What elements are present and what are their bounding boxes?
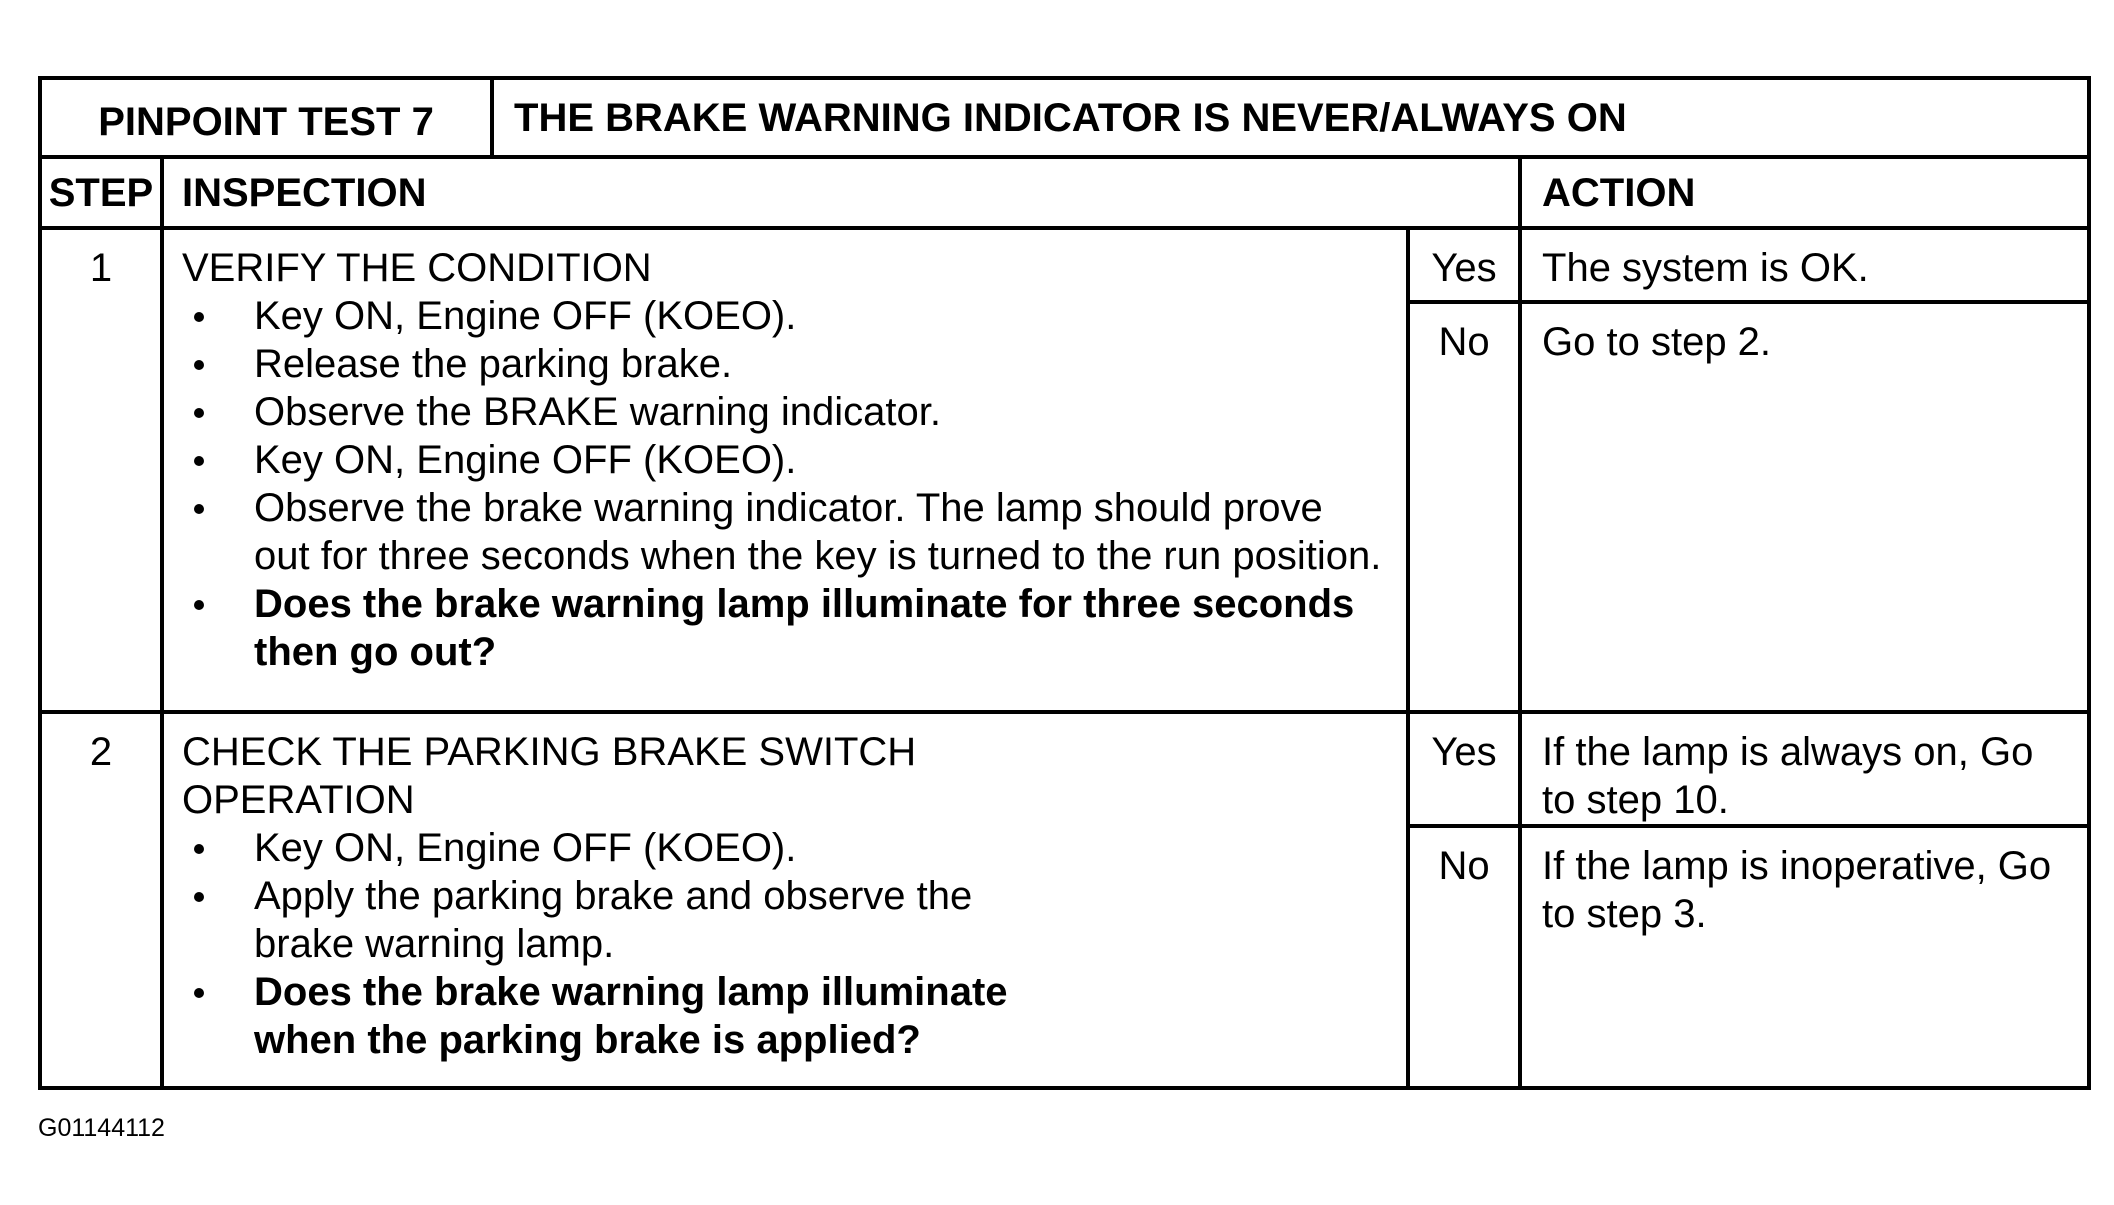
step-2-yes-row xyxy=(40,712,2089,826)
test-number-label: PINPOINT TEST 7 xyxy=(40,78,492,157)
step-1-yes-row xyxy=(40,228,2089,302)
figure-id: G01144112 xyxy=(38,1114,165,1142)
no-label: No xyxy=(1408,302,1520,712)
no-label: No xyxy=(1408,826,1520,1088)
no-action: Go to step 2. xyxy=(1520,302,2089,712)
yes-action: If the lamp is always on, Go to step 10. xyxy=(1520,712,2089,826)
test-title: THE BRAKE WARNING INDICATOR IS NEVER/ALWAYS ON xyxy=(492,78,2089,157)
step-title: VERIFY THE CONDITION xyxy=(182,246,652,290)
inspection-bullet-list xyxy=(182,292,1386,676)
yes-action: The system is OK. xyxy=(1520,228,2089,302)
inspection-question: Does the brake warning lamp illuminate when the parking brake is applied? xyxy=(182,968,1054,1064)
step-inspection xyxy=(162,712,1408,1088)
inspection-bullet: Apply the parking brake and observe the brake warning lamp. xyxy=(182,872,1014,968)
step-number: 2 xyxy=(40,712,162,1088)
no-action: If the lamp is inoperative, Go to step 3. xyxy=(1520,826,2089,1088)
step-title: CHECK THE PARKING BRAKE SWITCH OPERATION xyxy=(182,729,917,822)
column-header-inspection: INSPECTION xyxy=(162,157,1520,228)
inspection-bullet-list xyxy=(182,824,1386,1064)
inspection-bullet: Observe the brake warning indicator. The lamp should prove out for three seconds when the key is turned to the run position. xyxy=(182,484,1386,580)
step-inspection xyxy=(162,228,1408,712)
column-header-step: STEP xyxy=(40,157,162,228)
inspection-bullet: Key ON, Engine OFF (KOEO). xyxy=(182,292,1386,340)
inspection-bullet: Release the parking brake. xyxy=(182,340,1386,388)
step-number: 1 xyxy=(40,228,162,712)
yes-label: Yes xyxy=(1408,712,1520,826)
inspection-bullet: Observe the BRAKE warning indicator. xyxy=(182,388,1386,436)
inspection-bullet: Key ON, Engine OFF (KOEO). xyxy=(182,824,1386,872)
inspection-question: Does the brake warning lamp illuminate for three seconds then go out? xyxy=(182,580,1386,676)
inspection-bullet: Key ON, Engine OFF (KOEO). xyxy=(182,436,1386,484)
yes-label: Yes xyxy=(1408,228,1520,302)
column-header-action: ACTION xyxy=(1520,157,2089,228)
pinpoint-test-table xyxy=(38,76,2091,1090)
